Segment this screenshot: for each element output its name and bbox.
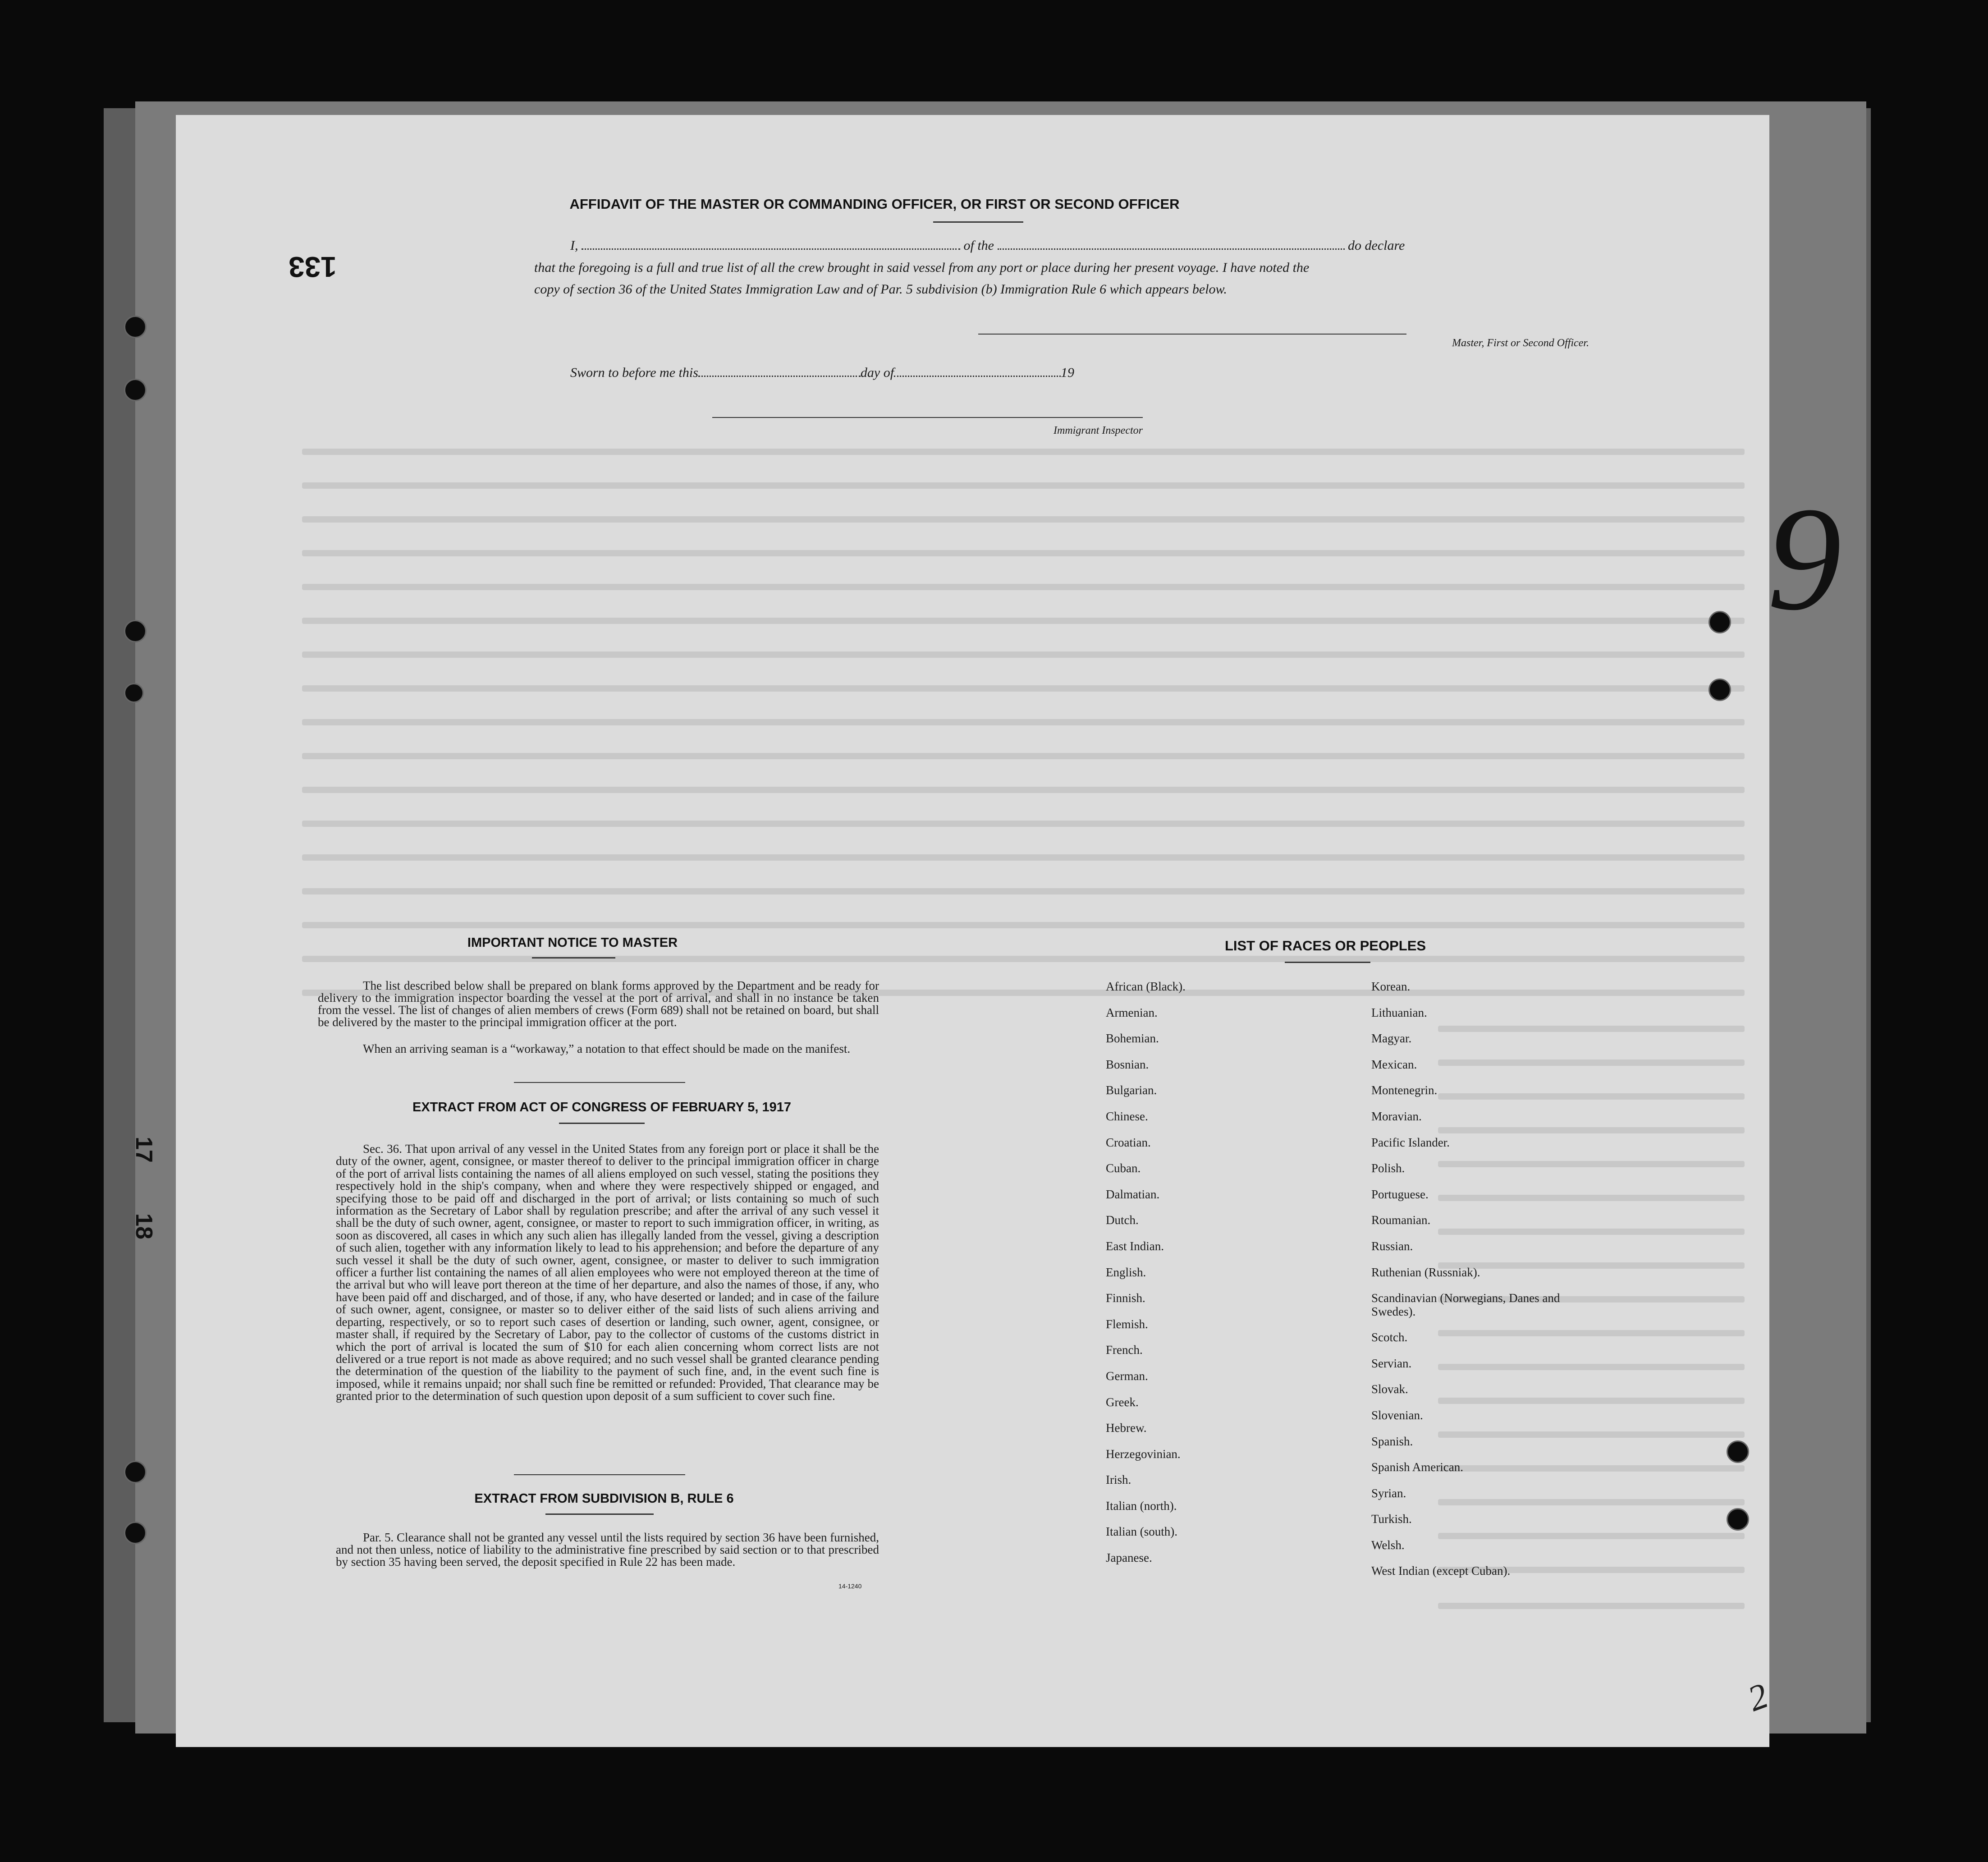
- punch-hole: [1709, 611, 1731, 633]
- race-item: Cuban.: [1106, 1161, 1141, 1175]
- affidavit-statement-2: copy of section 36 of the United States Immigration Law and of Par. 5 subdivision (b) Immigration Rule 6 which appears below.: [534, 282, 1227, 297]
- affidavit-declaration-line: [570, 238, 1589, 253]
- race-item: African (Black).: [1106, 980, 1186, 993]
- race-item: Dalmatian.: [1106, 1187, 1160, 1201]
- race-item: Spanish American.: [1371, 1460, 1463, 1474]
- form-number: 14-1240: [838, 1582, 862, 1590]
- section-divider-1: [514, 1082, 685, 1083]
- race-item: Irish.: [1106, 1473, 1131, 1487]
- race-item: Polish.: [1371, 1161, 1405, 1175]
- race-item: Lithuanian.: [1371, 1005, 1427, 1019]
- affidavit-statement-1: that the foregoing is a full and true list of all the crew brought in said vessel from any port or place during her present voyage. I have noted the: [534, 260, 1310, 275]
- race-item: Portuguese.: [1371, 1187, 1429, 1201]
- race-item: Greek.: [1106, 1395, 1139, 1409]
- inspector-label: Immigrant Inspector: [1054, 425, 1143, 436]
- affidavit-title-rule: [933, 221, 1023, 223]
- race-item: Dutch.: [1106, 1213, 1139, 1227]
- race-item: East Indian.: [1106, 1239, 1164, 1253]
- race-item: Italian (south).: [1106, 1525, 1177, 1539]
- affidavit-of-the: of the: [963, 238, 994, 253]
- race-item: Russian.: [1371, 1239, 1413, 1253]
- race-item: Syrian.: [1371, 1486, 1406, 1500]
- notice-title-rule: [532, 957, 615, 959]
- race-item: Servian.: [1371, 1356, 1412, 1370]
- race-item: English.: [1106, 1265, 1146, 1279]
- notice-title: IMPORTANT NOTICE TO MASTER: [467, 936, 678, 950]
- punch-hole: [1727, 1508, 1749, 1531]
- race-item: Italian (north).: [1106, 1499, 1177, 1513]
- race-item: Bohemian.: [1106, 1032, 1159, 1046]
- sworn-day-of: day of: [860, 365, 894, 380]
- race-item: French.: [1106, 1343, 1143, 1357]
- film-edge-strip: [879, 1830, 1690, 1857]
- punch-hole: [124, 683, 144, 703]
- race-item: Scandinavian (Norwegians, Danes and Swedes).: [1371, 1291, 1560, 1319]
- affidavit-i: I,: [570, 238, 578, 253]
- race-item: German.: [1106, 1369, 1148, 1383]
- vessel-name-blank: [998, 248, 1345, 250]
- act-extract-title: EXTRACT FROM ACT OF CONGRESS OF FEBRUARY 5, 1917: [412, 1100, 792, 1114]
- race-item: Spanish.: [1371, 1434, 1413, 1448]
- notice-paragraph-1: The list described below shall be prepared on blank forms approved by the Department and be ready for delivery to the immigration inspector boarding the vessel at the port of arrival, and shall in no instance be taken from the vessel. The list of changes of alien members of crews (Form 689) shall not be retained on board, but shall be delivered by the master to the principal immigration officer at the port.: [318, 979, 879, 1029]
- race-item: Hebrew.: [1106, 1421, 1147, 1435]
- race-item: Magyar.: [1371, 1032, 1412, 1046]
- race-item: Japanese.: [1106, 1551, 1152, 1565]
- races-title-rule: [1285, 962, 1370, 963]
- handwritten-page-number: 9: [1767, 477, 1841, 641]
- race-item: Welsh.: [1371, 1538, 1405, 1552]
- section-divider-2: [514, 1474, 685, 1475]
- race-item: Armenian.: [1106, 1005, 1158, 1019]
- race-item: Moravian.: [1371, 1109, 1422, 1123]
- races-title: LIST OF RACES OR PEOPLES: [1224, 938, 1426, 954]
- rule-title-rule: [545, 1513, 654, 1515]
- race-item: Slovak.: [1371, 1382, 1408, 1396]
- master-signature-line: [978, 334, 1406, 335]
- race-item: Chinese.: [1106, 1109, 1148, 1123]
- manifest-page: [176, 115, 1769, 1747]
- race-item: West Indian (except Cuban).: [1371, 1564, 1511, 1578]
- sworn-day-blank: [698, 376, 861, 377]
- affidavit-do-declare: do declare: [1348, 238, 1405, 253]
- race-item: Finnish.: [1106, 1291, 1145, 1305]
- races-list-left: [1106, 980, 1304, 1577]
- punch-hole: [124, 1522, 147, 1544]
- act-extract-text: Sec. 36. That upon arrival of any vessel in the United States from any foreign port or place it shall be the duty of the owner, agent, consignee, or master thereof to deliver to the principal immigration officer in charge of the port of arrival lists containing the names of all aliens employed on such vessel, stating the positions they respectively hold in the ship's company, when and where they were respectively shipped or engaged, and specifying those to be paid off and discharged in the port of arrival; or lists containing so much of such information as the Secretary of Labor shall by regulation prescribe; and after the arrival of any such vessel it shall be the duty of such owner, agent, consignee, or master to report to such immigration officer, in writing, as soon as discovered, all cases in which any such alien has illegally landed from the vessel, giving a description of such alien, together with any information likely to lead to his apprehension; and before the departure of any such vessel it shall be the duty of such owner, agent, consignee, or master to deliver to such immigration officer a further list containing the names of all alien employees who were not employed thereon at the time of the arrival but who will leave port thereon at the time of her departure, and also the names of those, if any, who have been paid off and discharged, and of those, if any, who have deserted or landed; and in case of the failure of such owner, agent, consignee, or master so to deliver either of the said lists of such aliens arriving and departing, respectively, or so to report such cases of desertion or landing, such owner, agent, consignee, or master shall, if required by the Secretary of Labor, pay to the collector of customs of the customs district in which the port of arrival is located the sum of $10 for each alien concerning whom correct lists are not delivered or a true report is not made as above required; and no such vessel shall be granted clearance pending the determination of the question of the liability to the payment of such fine, and, in the event such fine is imposed, while it remains unpaid; nor shall such fine be remitted or refunded: Provided, That clearance may be granted prior to the determination of such question upon deposit of a sum sufficient to cover such fine.: [336, 1142, 879, 1403]
- punch-hole: [124, 1461, 147, 1483]
- race-item: Herzegovinian.: [1106, 1447, 1181, 1461]
- affidavit-title: AFFIDAVIT OF THE MASTER OR COMMANDING OFFICER, OR FIRST OR SECOND OFFICER: [569, 196, 1180, 212]
- punch-hole: [124, 379, 147, 401]
- notice-paragraph-2: When an arriving seaman is a “workaway,” a notation to that effect should be made on the manifest.: [363, 1042, 851, 1055]
- punch-hole: [124, 620, 147, 642]
- sworn-month-blank: [894, 376, 1061, 377]
- race-item: Korean.: [1371, 980, 1411, 993]
- race-item: Bosnian.: [1106, 1057, 1149, 1071]
- race-item: Ruthenian (Russniak).: [1371, 1265, 1480, 1279]
- master-label: Master, First or Second Officer.: [1452, 337, 1589, 349]
- race-item: Slovenian.: [1371, 1408, 1423, 1422]
- punch-hole: [1727, 1440, 1749, 1463]
- race-item: Bulgarian.: [1106, 1083, 1157, 1097]
- sworn-year: 19: [1061, 365, 1075, 380]
- rule-extract-text: Par. 5. Clearance shall not be granted any vessel until the lists required by section 36 have been furnished, and not then unless, notice of liability to the administrative fine prescribed by said section or to that prescribed by section 35 having been served, the deposit specified in Rule 22 has been made.: [336, 1531, 879, 1568]
- punch-hole: [124, 316, 147, 338]
- corner-mark: 2: [1742, 1675, 1773, 1720]
- race-item: Mexican.: [1371, 1057, 1417, 1071]
- race-item: Turkish.: [1371, 1512, 1412, 1526]
- act-title-rule: [559, 1123, 645, 1124]
- races-list-right: [1371, 980, 1570, 1590]
- race-item: Pacific Islander.: [1371, 1135, 1450, 1149]
- sworn-prefix: Sworn to before me this: [570, 365, 698, 380]
- race-item: Scotch.: [1371, 1330, 1408, 1344]
- race-item: Croatian.: [1106, 1135, 1151, 1149]
- officer-name-blank: [582, 248, 960, 250]
- sworn-line: [570, 365, 1292, 381]
- inspector-signature-line: [712, 417, 1143, 418]
- rule-extract-title: EXTRACT FROM SUBDIVISION B, RULE 6: [474, 1491, 734, 1506]
- race-item: Flemish.: [1106, 1317, 1148, 1331]
- race-item: Roumanian.: [1371, 1213, 1431, 1227]
- side-mark-18: 18: [130, 1213, 157, 1239]
- race-item: Montenegrin.: [1371, 1083, 1438, 1097]
- stamp-number: 133: [289, 251, 337, 283]
- side-mark-17: 17: [130, 1137, 157, 1163]
- punch-hole: [1709, 679, 1731, 701]
